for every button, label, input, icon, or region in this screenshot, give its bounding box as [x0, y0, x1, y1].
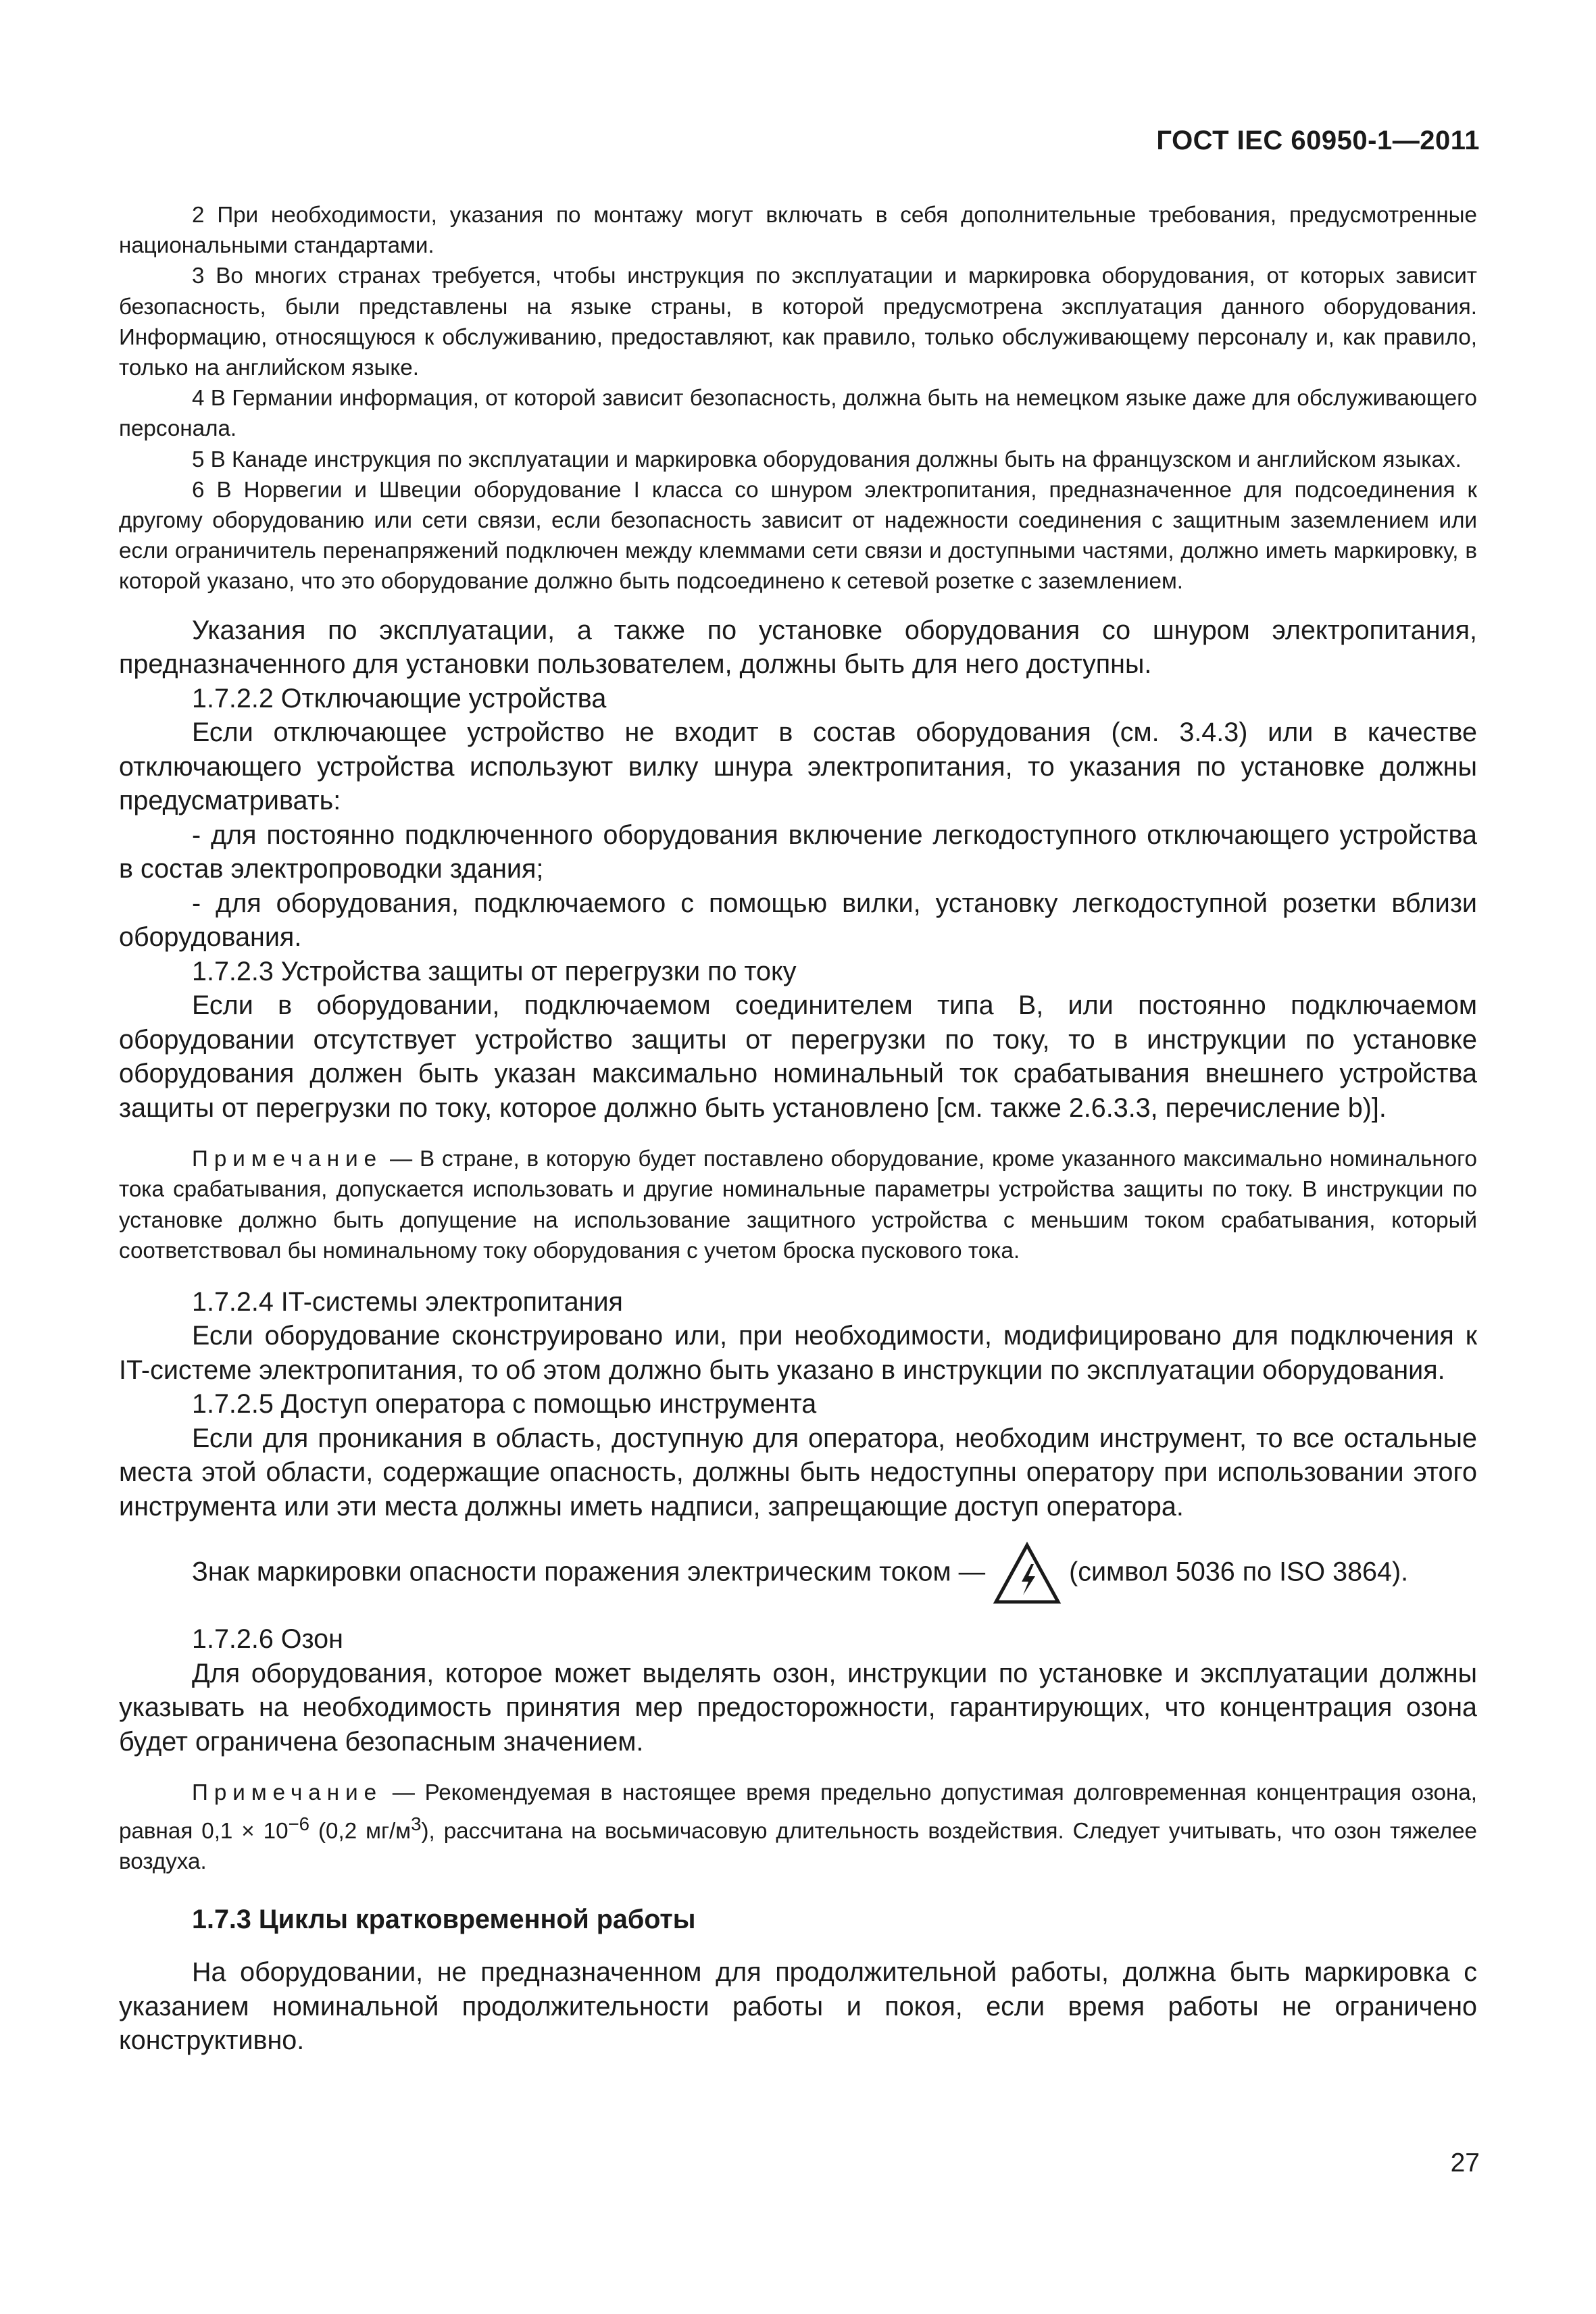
- note-2: 2 При необходимости, указания по монтажу могут включать в себя дополнительные требования, предусмотренные национальными стандартами.: [119, 203, 1477, 259]
- shock-symbol-line: [119, 1541, 1477, 1606]
- section-173-heading: 1.7.3 Циклы кратковременной работы: [192, 1905, 696, 1935]
- main-body: [119, 613, 1477, 1126]
- section-173-text: На оборудовании, не предназначенном для продолжительной работы, должна быть маркировка с указанием номинальной продолжительности работы и покоя, если время работы не ограничено конструктивно.: [119, 1957, 1477, 2056]
- section-1726-title: 1.7.2.6 Озон: [192, 1624, 343, 1655]
- instructions-paragraph: Указания по эксплуатации, а также по установке оборудования со шнуром электропитания, предназначенного для установки пользователем, должны быть для него доступны.: [119, 615, 1477, 680]
- section-1725-title: 1.7.2.5 Доступ оператора с помощью инструмента: [192, 1389, 817, 1419]
- section-1722-item-2: - для оборудования, подключаемого с помощью вилки, установку легкодоступной розетки вблизи оборудования.: [119, 888, 1477, 953]
- symbol-text-after: (символ 5036 по ISO 3864).: [1069, 1557, 1409, 1587]
- note-ozone-text-c: ), рассчитана на восьмичасовую длительность воздействия. Следует учитывать, что озон тяжелее воздуха.: [119, 1818, 1477, 1874]
- standard-header: ГОСТ IEC 60950-1—2011: [1156, 126, 1480, 155]
- note-label-2: Примечание: [192, 1780, 383, 1806]
- section-1722-text: Если отключающее устройство не входит в состав оборудования (см. 3.4.3) или в качестве отключающего устройства используют вилку шнура электропитания, то указания по установке должны предусматривать:: [119, 718, 1477, 816]
- main-body-4: [119, 1955, 1477, 2058]
- note-ozone-exponent-2: 3: [411, 1813, 422, 1834]
- section-1722-title: 1.7.2.2 Отключающие устройства: [192, 683, 607, 713]
- page-number: 27: [1450, 2148, 1480, 2178]
- main-body-3: [119, 1622, 1477, 1759]
- section-1724-title: 1.7.2.4 IT-системы электропитания: [192, 1286, 623, 1317]
- note-ozone-exponent: −6: [288, 1813, 310, 1834]
- note-ozone-text-b: (0,2 мг/м: [309, 1818, 412, 1844]
- note-overcurrent-text: — В стране, в которую будет поставлено оборудование, кроме указанного максимально номинального тока срабатывания, допускается использовать и другие номинальные параметры устройства защиты по току. В инструкции по установке должно быть допущение на использование защитного устройства с меньшим током срабатывания, который соответствовал бы номинальному току оборудования с учетом броска пускового тока.: [119, 1147, 1477, 1263]
- section-1722-item-1: - для постоянно подключенного оборудования включение легкодоступного отключающего устройства в состав электропроводки здания;: [119, 820, 1477, 884]
- note-ozone-text-a: — Рекомендуемая в настоящее время предельно допустимая долговременная концентрация озона, равная 0,1 × 10: [119, 1780, 1477, 1844]
- note-overcurrent: [119, 1144, 1477, 1266]
- electric-shock-warning-icon: [992, 1541, 1062, 1606]
- note-label: Примечание: [192, 1147, 383, 1172]
- main-body-2: [119, 1285, 1477, 1524]
- note-ozone: [119, 1778, 1477, 1877]
- section-1724-text: Если оборудование сконструировано или, при необходимости, модифицировано для подключения к IT-системе электропитания, то об этом должно быть указано в инструкции по эксплуатации оборудования.: [119, 1321, 1477, 1385]
- note-6: 6 В Норвегии и Швеции оборудование I класса со шнуром электропитания, предназначенное для подсоединения к другому оборудованию или сети связи, если безопасность зависит от надежности соединения с защитным заземлением или если ограничитель перенапряжений подключен между клеммами сети связи и доступными частями, должно иметь маркировку, в которой указано, что это оборудование должно быть подсоединено к сетевой розетке с заземлением.: [119, 477, 1477, 595]
- note-3: 3 Во многих странах требуется, чтобы инструкция по эксплуатации и маркировка оборудования, от которых зависит безопасность, были представлены на языке страны, в которой предусмотрена эксплуатация данного оборудования. Информацию, относящуюся к обслуживанию, предоставляют, как правило, только обслуживающему персоналу и, как правило, только на английском языке.: [119, 263, 1477, 381]
- section-1726-text: Для оборудования, которое может выделять озон, инструкции по установке и эксплуатации должны указывать на необходимость принятия мер предосторожности, гарантирующих, что концентрация озона будет ограничена безопасным значением.: [119, 1658, 1477, 1757]
- symbol-text-before: Знак маркировки опасности поражения электрическим током —: [192, 1557, 986, 1587]
- section-1725-text: Если для проникания в область, доступную для оператора, необходим инструмент, то все остальные места этой области, содержащие опасность, должны быть недоступны оператору при использовании этого инструмента или эти места должны иметь надписи, запрещающие доступ оператора.: [119, 1423, 1477, 1521]
- note-5: 5 В Канаде инструкция по эксплуатации и маркировка оборудования должны быть на французском и английском языках.: [192, 447, 1462, 472]
- notes-block: [119, 200, 1477, 597]
- section-1723-title: 1.7.2.3 Устройства защиты от перегрузки по току: [192, 956, 797, 986]
- page-content: [119, 200, 1477, 2058]
- note-4: 4 В Германии информация, от которой зависит безопасность, должна быть на немецком языке даже для обслуживающего персонала.: [119, 386, 1477, 442]
- section-1723-text: Если в оборудовании, подключаемом соединителем типа В, или постоянно подключаемом оборудовании отсутствует устройство защиты от перегрузки по току, то в инструкции по установке оборудования должен быть указан максимально номинальный ток срабатывания внешнего устройства защиты от перегрузки по току, которое должно быть установлено [см. также 2.6.3.3, перечисление b)].: [119, 990, 1477, 1123]
